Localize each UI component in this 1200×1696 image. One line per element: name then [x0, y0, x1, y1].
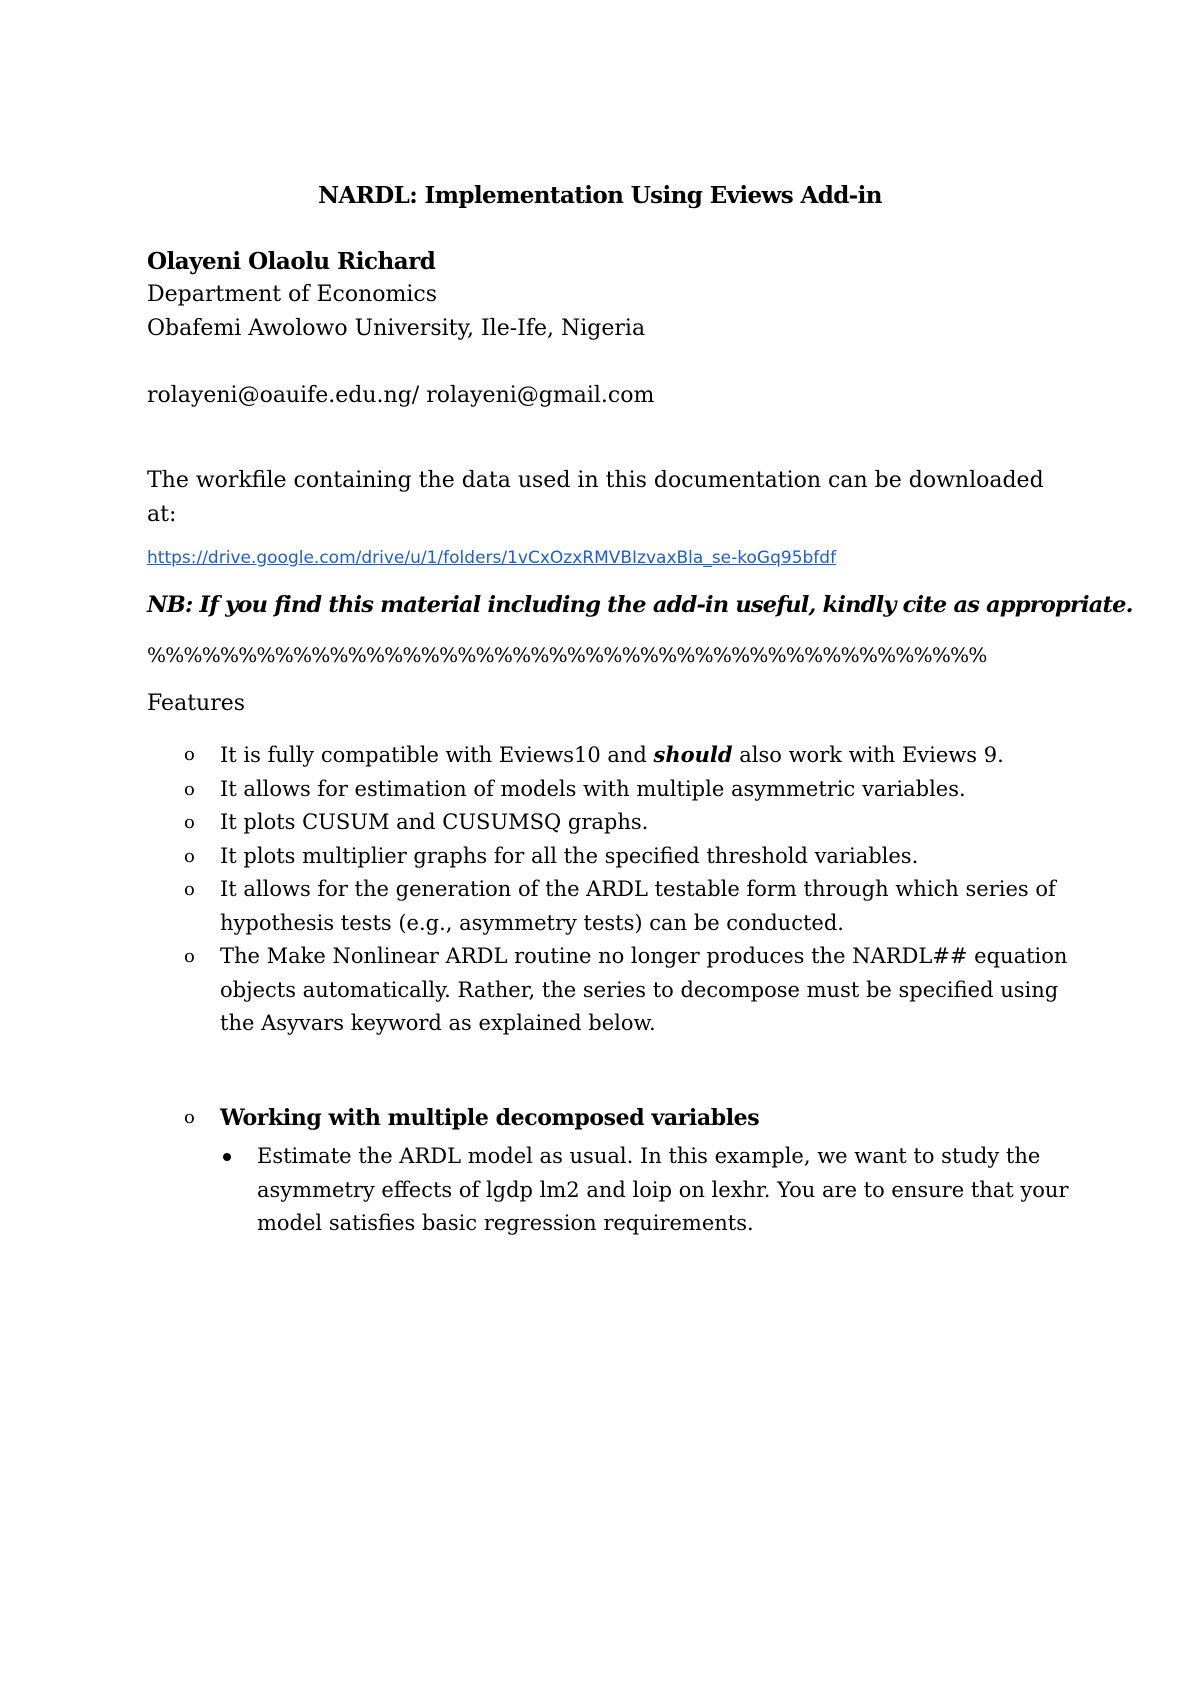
feature-text: It allows for the generation of the ARDL testable form through which series of hypothesis tests (e.g., asymmetry tests) can be conducted. [220, 877, 1056, 935]
feature-text-part: It is fully compatible with Eviews10 and [220, 743, 654, 767]
section-item-text: Estimate the ARDL model as usual. In this example, we want to study the asymmetry effects of lgdp lm2 and loip on lexhr. You are to ensure that your model satisfies basic regression requirements. [257, 1144, 1069, 1235]
feature-text: The Make Nonlinear ARDL routine no longer produces the NARDL## equation objects automatically. Rather, the series to decompose must be specified using the Asyvars keyword as explained below. [220, 944, 1068, 1035]
list-item [147, 738, 1077, 773]
circle-bullet-icon: o [184, 879, 195, 900]
list-item [147, 773, 1077, 807]
separator-line: %%%%%%%%%%%%%%%%%%%%%%%%%%%%%%%%%%%%%%%%%%%%%% [147, 643, 987, 667]
section-heading: Working with multiple decomposed variables [220, 1105, 760, 1131]
section-list [147, 1140, 1077, 1241]
circle-bullet-icon: o [184, 946, 195, 967]
list-item [147, 873, 1077, 940]
feature-text: It allows for estimation of models with multiple asymmetric variables. [220, 776, 966, 801]
author-emails: rolayeni@oauife.edu.ng/ rolayeni@gmail.com [147, 383, 655, 408]
features-heading: Features [147, 691, 246, 716]
circle-bullet-icon: o [184, 778, 195, 800]
citation-note: NB: If you find this material including the add-in useful, kindly cite as appropriate. [147, 592, 1133, 618]
filled-bullet-icon [223, 1153, 231, 1161]
features-list [147, 738, 1077, 1041]
list-item [147, 806, 1077, 840]
circle-bullet-icon: o [184, 812, 195, 833]
list-item [147, 840, 1077, 874]
author-department: Department of Economics [147, 282, 438, 307]
feature-text-part: also work with Eviews 9. [732, 743, 1004, 767]
list-item [147, 940, 1077, 1041]
author-university: Obafemi Awolowo University, Ile-Ife, Nigeria [147, 316, 646, 341]
workfile-text: The workfile containing the data used in this documentation can be downloaded at: [147, 468, 1044, 527]
circle-bullet-icon: o [184, 744, 195, 765]
document-title: NARDL: Implementation Using Eviews Add-in [318, 182, 882, 209]
author-name: Olayeni Olaolu Richard [147, 248, 436, 275]
circle-bullet-icon: o [184, 1107, 195, 1128]
feature-text: It plots CUSUM and CUSUMSQ graphs. [220, 810, 649, 834]
list-item [147, 1140, 1077, 1241]
feature-emphasis: should [653, 742, 733, 767]
workfile-download-link[interactable]: https://drive.google.com/drive/u/1/folders/1vCxOzxRMVBIzvaxBla_se-koGq95bfdf [147, 548, 837, 568]
circle-bullet-icon: o [184, 845, 195, 867]
feature-text: It plots multiplier graphs for all the specified threshold variables. [220, 843, 919, 868]
